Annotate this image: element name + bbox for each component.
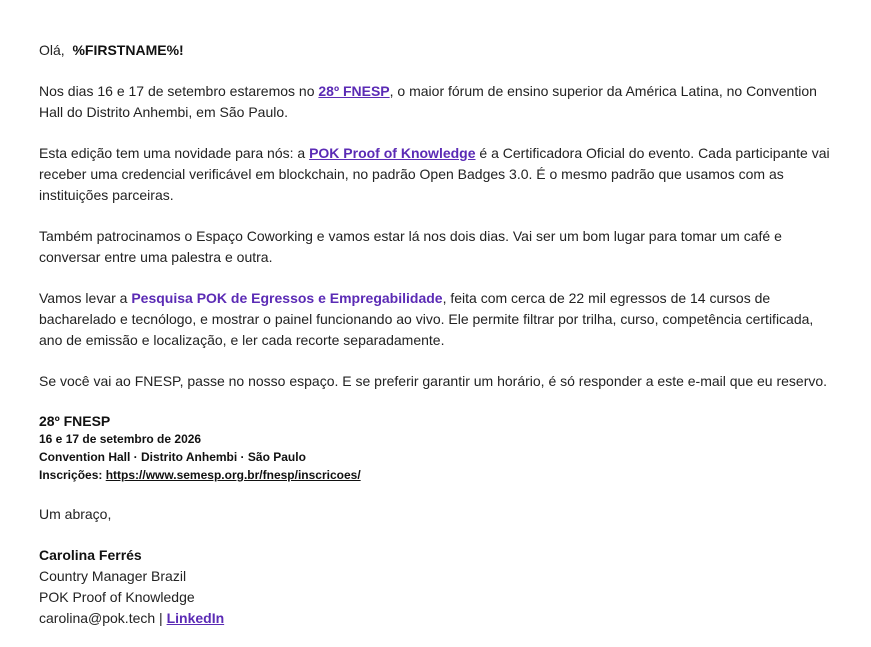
fnesp-link[interactable]: 28º FNESP xyxy=(318,83,390,99)
event-location: Convention Hall · Distrito Anhembi · São Paulo xyxy=(39,450,306,464)
registration-label: Inscrições: xyxy=(39,468,106,482)
signature-email: carolina@pok.tech xyxy=(39,610,156,626)
paragraph-invite xyxy=(39,371,831,392)
signature-contact xyxy=(39,608,831,629)
research-text-after: , feita com cerca de 22 mil egressos de 14 cursos de bacharelado e tecnólogo, e mostrar o painel funcionando ao vivo. Ele permite filtrar por trilha, curso, competência certificada, ano de emissão e localização, e ler cada recorte separadamente. xyxy=(39,290,814,348)
certifier-text-after: é a Certificadora Oficial do evento. Cada participante vai receber uma credencial verificável em blockchain, no padrão Open Badges 3.0. É o mesmo padrão que usamos com as instituições parceiras. xyxy=(39,145,830,203)
event-title: 28º FNESP xyxy=(39,413,111,429)
linkedin-link[interactable]: LinkedIn xyxy=(166,610,225,626)
event-details xyxy=(39,412,831,484)
research-highlight: Pesquisa POK de Egressos e Empregabilidade xyxy=(131,290,443,306)
paragraph-certifier xyxy=(39,143,831,206)
certifier-text-before: Esta edição tem uma novidade para nós: a xyxy=(39,145,310,161)
signature xyxy=(39,545,831,629)
invite-text: Se você vai ao FNESP, passe no nosso espaço. E se preferir garantir um horário, é só responder a este e-mail que eu reservo. xyxy=(39,373,828,389)
greeting-name: %FIRSTNAME%! xyxy=(72,42,184,58)
coworking-text: Também patrocinamos o Espaço Coworking e vamos estar lá nos dois dias. Vai ser um bom lugar para tomar um café e conversar entre uma palestra e outra. xyxy=(39,228,782,265)
research-text-before: Vamos levar a xyxy=(39,290,132,306)
signature-company: POK Proof of Knowledge xyxy=(39,589,195,605)
registration-link[interactable]: https://www.semesp.org.br/fnesp/inscricoes/ xyxy=(105,468,361,482)
signature-separator: | xyxy=(155,610,167,626)
signature-role: Country Manager Brazil xyxy=(39,568,187,584)
event-dates: 16 e 17 de setembro de 2026 xyxy=(39,432,202,446)
closing: Um abraço, xyxy=(39,506,112,522)
event-registration xyxy=(39,466,831,484)
intro-text-after: , o maior fórum de ensino superior da América Latina, no Convention Hall do Distrito Anhembi, em São Paulo. xyxy=(39,83,817,120)
intro-text-before: Nos dias 16 e 17 de setembro estaremos no xyxy=(39,83,319,99)
pok-link[interactable]: POK Proof of Knowledge xyxy=(309,145,476,161)
signature-name: Carolina Ferrés xyxy=(39,547,142,563)
paragraph-intro xyxy=(39,81,831,123)
greeting xyxy=(39,40,831,61)
greeting-prefix: Olá, xyxy=(39,42,65,58)
paragraph-research xyxy=(39,288,831,351)
paragraph-coworking xyxy=(39,226,831,268)
